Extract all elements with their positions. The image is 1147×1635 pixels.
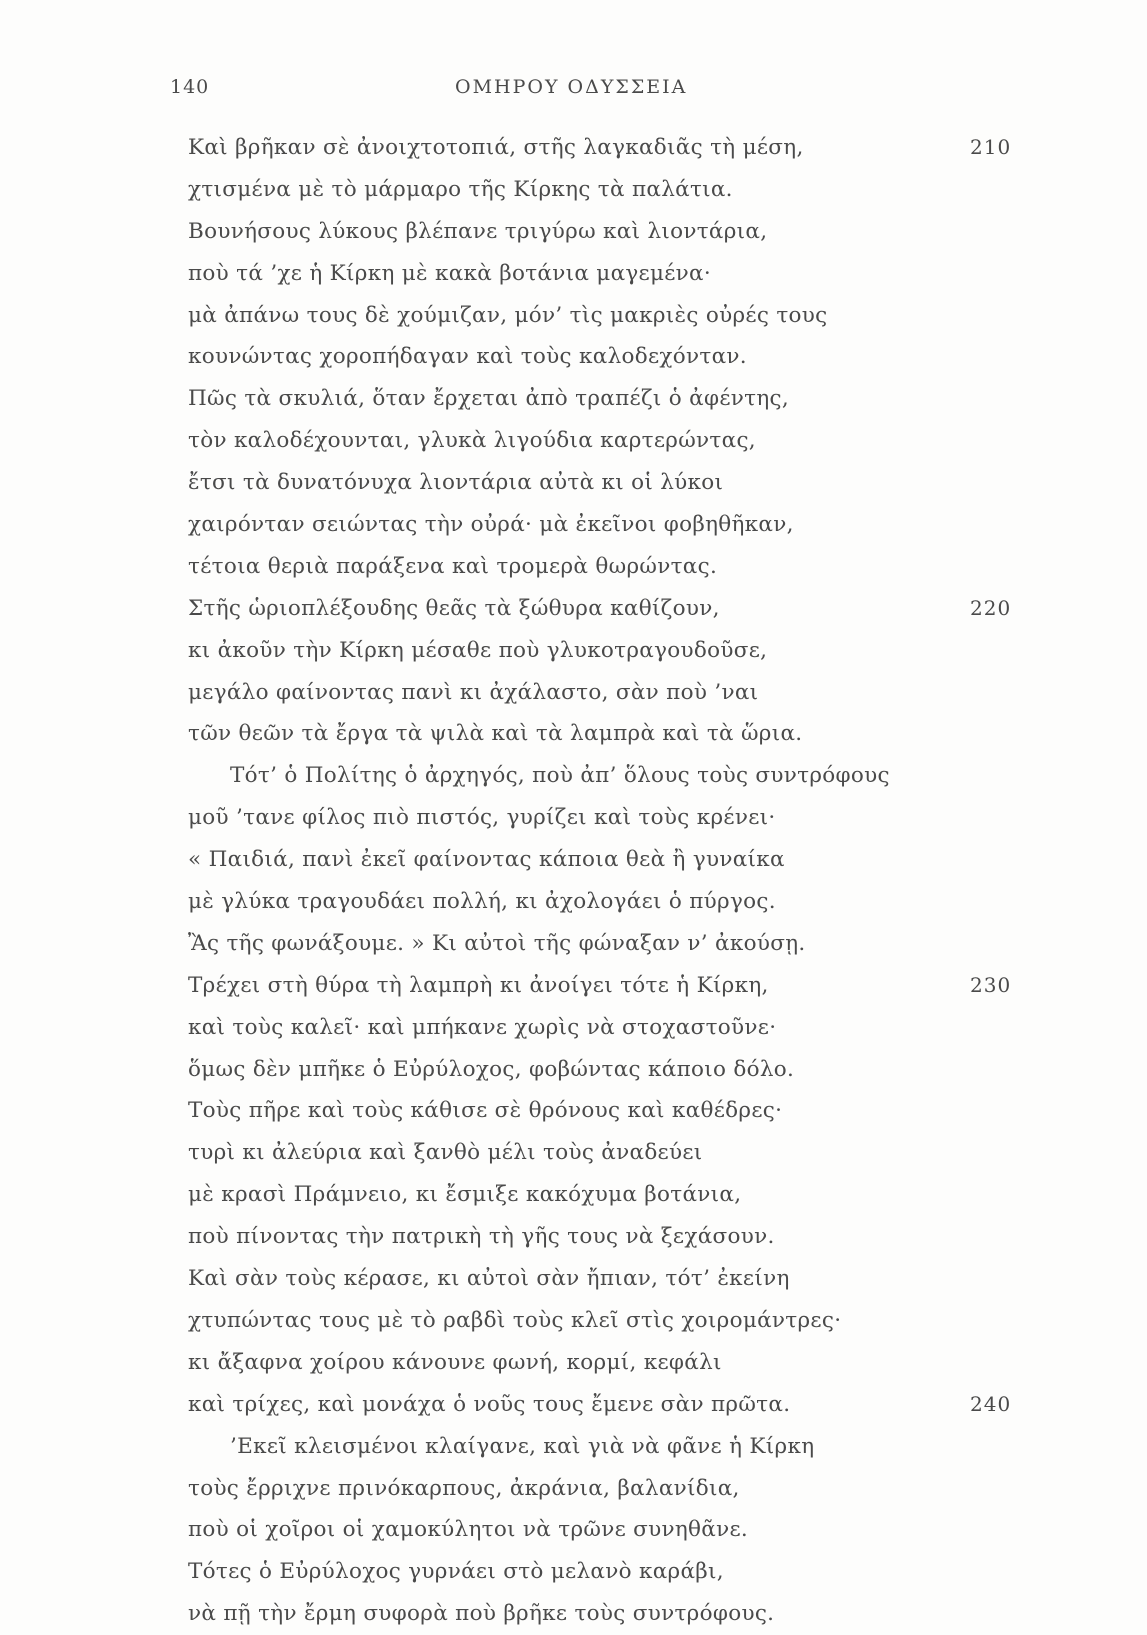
verse-block [188, 127, 1012, 1635]
verse-text: ’Εκεῖ κλεισμένοι κλαίγανε, καὶ γιὰ νὰ φᾶνε ἡ Κίρκη [230, 1433, 815, 1459]
verse-text: Τοὺς πῆρε καὶ τοὺς κάθισε σὲ θρόνους καὶ καθέδρες· [188, 1098, 783, 1124]
verse-text: μοῦ ’τανε φίλος πιὸ πιστός, γυρίζει καὶ τοὺς κρένει· [188, 805, 776, 831]
verse-line [188, 1216, 988, 1258]
verse-line [188, 755, 988, 797]
verse-line [188, 1426, 988, 1468]
running-head [0, 76, 1147, 106]
verse-line [188, 253, 988, 295]
verse-text: κουνώντας χοροπήδαγαν καὶ τοὺς καλοδεχόνταν. [188, 344, 747, 370]
page-number: 140 [170, 76, 210, 98]
verse-line [188, 588, 1012, 630]
verse-line [188, 1300, 988, 1342]
verse-line [188, 1174, 988, 1216]
verse-line [188, 839, 988, 881]
line-number: 230 [970, 972, 1012, 997]
line-number: 220 [970, 595, 1012, 620]
verse-line [188, 378, 988, 420]
verse-text: ἔτσι τὰ δυνατόνυχα λιοντάρια αὐτὰ κι οἱ λύκοι [188, 470, 724, 496]
verse-line [188, 965, 1012, 1007]
verse-text: μὲ γλύκα τραγουδάει πολλή, κι ἀχολογάει ὁ πύργος. [188, 889, 776, 915]
verse-text: ποὺ τά ’χε ἡ Κίρκη μὲ κακὰ βοτάνια μαγεμένα· [188, 260, 712, 286]
verse-text: νὰ πῇ τὴν ἔρμη συφορὰ ποὺ βρῆκε τοὺς συντρόφους. [188, 1601, 775, 1627]
verse-text: Τότες ὁ Εὐρύλοχος γυρνάει στὸ μελανὸ καράβι, [188, 1559, 724, 1585]
line-number: 240 [970, 1391, 1012, 1416]
verse-line [188, 1551, 988, 1593]
verse-text: ποὺ πίνοντας τὴν πατρικὴ τὴ γῆς τους νὰ ξεχάσουν. [188, 1224, 775, 1250]
verse-line [188, 797, 988, 839]
verse-line [188, 1509, 988, 1551]
verse-text: καὶ τοὺς καλεῖ· καὶ μπήκανε χωρὶς νὰ στοχαστοῦνε· [188, 1014, 777, 1040]
verse-text: Ἂς τῆς φωνάξουμε. » Κι αὐτοὶ τῆς φώναξαν ν’ ἀκούσῃ. [188, 930, 806, 956]
verse-text: τέτοια θεριὰ παράξενα καὶ τρομερὰ θωρώντας. [188, 553, 718, 579]
verse-line [188, 1258, 988, 1300]
verse-line [188, 672, 988, 714]
verse-line [188, 127, 1012, 169]
verse-text: τυρὶ κι ἀλεύρια καὶ ξανθὸ μέλι τοὺς ἀναδεύει [188, 1140, 703, 1166]
verse-text: κι ἄξαφνα χοίρου κάνουνε φωνή, κορμί, κεφάλι [188, 1349, 722, 1375]
verse-line [188, 1593, 988, 1635]
verse-line [188, 504, 988, 546]
verse-line [188, 1090, 988, 1132]
verse-text: Τότ’ ὁ Πολίτης ὁ ἀρχηγός, ποὺ ἀπ’ ὅλους τοὺς συντρόφους [230, 763, 890, 789]
verse-text: Στῆς ὡριοπλέξουδης θεᾶς τὰ ξώθυρα καθίζουν, [188, 595, 720, 621]
verse-line [188, 169, 988, 211]
verse-text: χαιρόνταν σειώντας τὴν οὐρά· μὰ ἐκεῖνοι φοβηθῆκαν, [188, 512, 794, 538]
verse-line [188, 630, 988, 672]
verse-text: καὶ τρίχες, καὶ μονάχα ὁ νοῦς τους ἔμενε σὰν πρῶτα. [188, 1391, 791, 1417]
verse-text: Καὶ βρῆκαν σὲ ἀνοιχτοτοπιά, στῆς λαγκαδιᾶς τὴ μέση, [188, 135, 804, 160]
verse-line [188, 713, 988, 755]
verse-text: χτυπώντας τους μὲ τὸ ραβδὶ τοὺς κλεῖ στὶς χοιρομάντρες· [188, 1307, 842, 1333]
verse-text: τὸν καλοδέχουνται, γλυκὰ λιγούδια καρτερώντας, [188, 428, 756, 454]
verse-text: τοὺς ἔρριχνε πρινόκαρπους, ἀκράνια, βαλανίδια, [188, 1475, 740, 1501]
line-number: 210 [970, 135, 1012, 159]
verse-line [188, 546, 988, 588]
verse-text: ποὺ οἱ χοῖροι οἱ χαμοκύλητοι νὰ τρῶνε συνηθᾶνε. [188, 1517, 749, 1543]
verse-text: Καὶ σὰν τοὺς κέρασε, κι αὐτοὶ σὰν ἤπιαν, τότ’ ἐκείνη [188, 1266, 790, 1292]
verse-text: μὰ ἀπάνω τους δὲ χούμιζαν, μόν’ τὶς μακριὲς οὐρές τους [188, 302, 828, 328]
verse-line [188, 1468, 988, 1510]
verse-line [188, 211, 988, 253]
verse-text: τῶν θεῶν τὰ ἔργα τὰ ψιλὰ καὶ τὰ λαμπρὰ καὶ τὰ ὥρια. [188, 721, 803, 747]
verse-line [188, 923, 988, 965]
verse-text: Τρέχει στὴ θύρα τὴ λαμπρὴ κι ἀνοίγει τότε ἡ Κίρκη, [188, 972, 769, 998]
verse-text: μὲ κρασὶ Πράμνειο, κι ἔσμιξε κακόχυμα βοτάνια, [188, 1182, 742, 1208]
verse-text: « Παιδιά, πανὶ ἐκεῖ φαίνοντας κάποια θεὰ ἢ γυναίκα [188, 847, 785, 873]
running-title: ΟΜΗΡΟΥ ΟΔΥΣΣΕΙΑ [455, 76, 688, 98]
verse-line [188, 295, 988, 337]
verse-text: κι ἀκοῦν τὴν Κίρκη μέσαθε ποὺ γλυκοτραγουδοῦσε, [188, 637, 768, 663]
verse-text: Βουνήσους λύκους βλέπανε τριγύρω καὶ λιοντάρια, [188, 218, 768, 244]
verse-line [188, 336, 988, 378]
verse-line [188, 1007, 988, 1049]
verse-text: Πῶς τὰ σκυλιά, ὅταν ἔρχεται ἀπὸ τραπέζι ὁ ἀφέντης, [188, 386, 789, 412]
verse-line [188, 462, 988, 504]
verse-line [188, 420, 988, 462]
verse-text: μεγάλο φαίνοντας πανὶ κι ἀχάλαστο, σὰν ποὺ ’ναι [188, 679, 759, 705]
verse-line [188, 1132, 988, 1174]
verse-line [188, 1049, 988, 1091]
verse-line [188, 1342, 988, 1384]
verse-line [188, 1384, 1012, 1426]
verse-line [188, 881, 988, 923]
verse-text: ὅμως δὲν μπῆκε ὁ Εὐρύλοχος, φοβώντας κάποιο δόλο. [188, 1056, 795, 1082]
verse-text: χτισμένα μὲ τὸ μάρμαρο τῆς Κίρκης τὰ παλάτια. [188, 176, 733, 202]
